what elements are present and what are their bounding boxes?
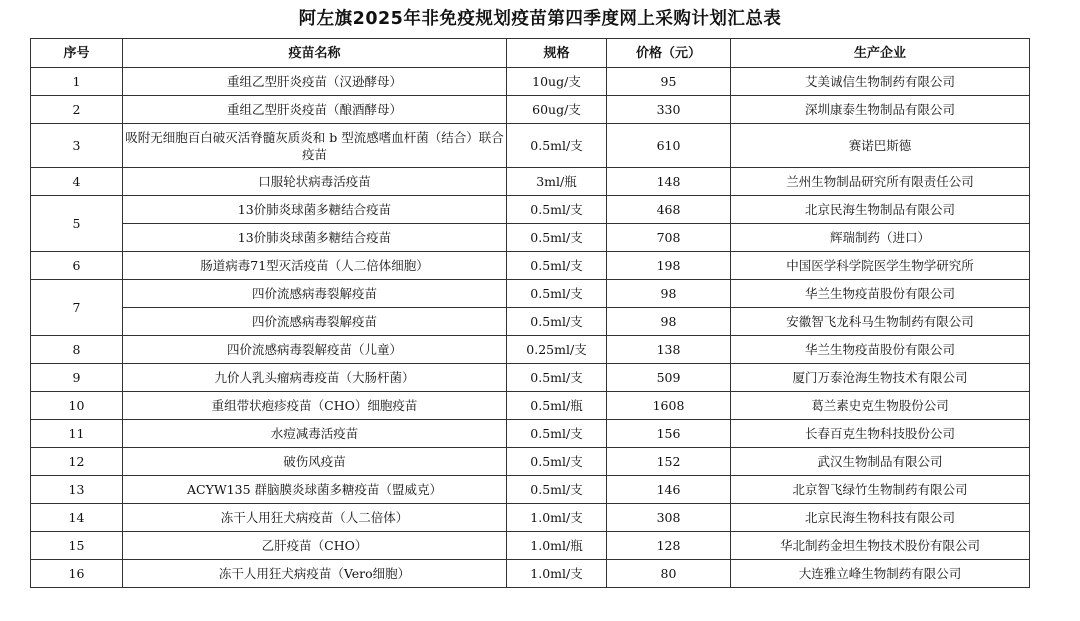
cell-price: 146 (607, 476, 731, 504)
cell-price: 509 (607, 364, 731, 392)
cell-price: 308 (607, 504, 731, 532)
cell-maker: 大连雅立峰生物制药有限公司 (731, 560, 1030, 588)
cell-spec: 0.5ml/支 (507, 252, 607, 280)
cell-name: 口服轮状病毒活疫苗 (123, 168, 507, 196)
cell-no: 7 (31, 280, 123, 336)
cell-name: 冻干人用狂犬病疫苗（人二倍体） (123, 504, 507, 532)
table-row (31, 364, 1030, 392)
cell-maker: 长春百克生物科技股份公司 (731, 420, 1030, 448)
header-no: 序号 (31, 39, 123, 68)
cell-maker: 深圳康泰生物制品有限公司 (731, 96, 1030, 124)
cell-no: 5 (31, 196, 123, 252)
table-row (31, 308, 1030, 336)
cell-name: 重组乙型肝炎疫苗（酿酒酵母） (123, 96, 507, 124)
cell-price: 98 (607, 280, 731, 308)
cell-no: 1 (31, 68, 123, 96)
cell-no: 11 (31, 420, 123, 448)
cell-spec: 0.5ml/支 (507, 196, 607, 224)
cell-maker: 艾美诚信生物制药有限公司 (731, 68, 1030, 96)
table-row (31, 504, 1030, 532)
cell-spec: 1.0ml/瓶 (507, 532, 607, 560)
header-spec: 规格 (507, 39, 607, 68)
cell-maker: 华北制药金坦生物技术股份有限公司 (731, 532, 1030, 560)
cell-spec: 0.5ml/支 (507, 420, 607, 448)
cell-no: 16 (31, 560, 123, 588)
table-row (31, 420, 1030, 448)
cell-maker: 北京民海生物制品有限公司 (731, 196, 1030, 224)
cell-price: 98 (607, 308, 731, 336)
cell-price: 95 (607, 68, 731, 96)
cell-name: 13价肺炎球菌多糖结合疫苗 (123, 224, 507, 252)
cell-name: 重组带状疱疹疫苗（CHO）细胞疫苗 (123, 392, 507, 420)
cell-spec: 0.25ml/支 (507, 336, 607, 364)
table-row (31, 168, 1030, 196)
cell-spec: 3ml/瓶 (507, 168, 607, 196)
cell-spec: 60ug/支 (507, 96, 607, 124)
cell-name: 四价流感病毒裂解疫苗 (123, 280, 507, 308)
table-row (31, 224, 1030, 252)
procurement-table (30, 38, 1030, 588)
table-row (31, 196, 1030, 224)
cell-no: 8 (31, 336, 123, 364)
cell-name: 四价流感病毒裂解疫苗 (123, 308, 507, 336)
cell-maker: 辉瑞制药（进口） (731, 224, 1030, 252)
cell-name: 四价流感病毒裂解疫苗（儿童） (123, 336, 507, 364)
cell-maker: 兰州生物制品研究所有限责任公司 (731, 168, 1030, 196)
table-row (31, 96, 1030, 124)
cell-no: 2 (31, 96, 123, 124)
cell-name: 吸附无细胞百白破灭活脊髓灰质炎和 b 型流感嗜血杆菌（结合）联合疫苗 (123, 124, 507, 168)
table-row (31, 476, 1030, 504)
cell-price: 128 (607, 532, 731, 560)
cell-name: 破伤风疫苗 (123, 448, 507, 476)
cell-price: 80 (607, 560, 731, 588)
table-row (31, 532, 1030, 560)
cell-spec: 0.5ml/支 (507, 364, 607, 392)
header-price: 价格（元） (607, 39, 731, 68)
cell-name: 乙肝疫苗（CHO） (123, 532, 507, 560)
cell-spec: 1.0ml/支 (507, 504, 607, 532)
cell-spec: 0.5ml/瓶 (507, 392, 607, 420)
cell-price: 1608 (607, 392, 731, 420)
cell-maker: 华兰生物疫苗股份有限公司 (731, 280, 1030, 308)
cell-maker: 北京民海生物科技有限公司 (731, 504, 1030, 532)
header-maker: 生产企业 (731, 39, 1030, 68)
cell-price: 152 (607, 448, 731, 476)
cell-name: 重组乙型肝炎疫苗（汉逊酵母） (123, 68, 507, 96)
cell-no: 9 (31, 364, 123, 392)
table-row (31, 124, 1030, 168)
cell-spec: 0.5ml/支 (507, 224, 607, 252)
cell-spec: 0.5ml/支 (507, 308, 607, 336)
cell-no: 10 (31, 392, 123, 420)
cell-maker: 中国医学科学院医学生物学研究所 (731, 252, 1030, 280)
cell-spec: 10ug/支 (507, 68, 607, 96)
table-row (31, 336, 1030, 364)
cell-price: 198 (607, 252, 731, 280)
cell-maker: 葛兰素史克生物股份公司 (731, 392, 1030, 420)
cell-price: 138 (607, 336, 731, 364)
cell-price: 156 (607, 420, 731, 448)
table-row (31, 392, 1030, 420)
table-row (31, 280, 1030, 308)
table-row (31, 448, 1030, 476)
cell-price: 610 (607, 124, 731, 168)
cell-name: ACYW135 群脑膜炎球菌多糖疫苗（盟威克） (123, 476, 507, 504)
cell-no: 6 (31, 252, 123, 280)
cell-name: 13价肺炎球菌多糖结合疫苗 (123, 196, 507, 224)
cell-name: 水痘减毒活疫苗 (123, 420, 507, 448)
table-row (31, 68, 1030, 96)
cell-price: 148 (607, 168, 731, 196)
table-row (31, 252, 1030, 280)
cell-spec: 0.5ml/支 (507, 124, 607, 168)
cell-no: 13 (31, 476, 123, 504)
cell-no: 3 (31, 124, 123, 168)
cell-maker: 北京智飞绿竹生物制药有限公司 (731, 476, 1030, 504)
cell-maker: 厦门万泰沧海生物技术有限公司 (731, 364, 1030, 392)
cell-spec: 1.0ml/支 (507, 560, 607, 588)
cell-name: 九价人乳头瘤病毒疫苗（大肠杆菌） (123, 364, 507, 392)
cell-no: 4 (31, 168, 123, 196)
cell-name: 肠道病毒71型灭活疫苗（人二倍体细胞） (123, 252, 507, 280)
cell-price: 330 (607, 96, 731, 124)
header-name: 疫苗名称 (123, 39, 507, 68)
cell-maker: 华兰生物疫苗股份有限公司 (731, 336, 1030, 364)
cell-price: 468 (607, 196, 731, 224)
cell-no: 15 (31, 532, 123, 560)
cell-spec: 0.5ml/支 (507, 448, 607, 476)
cell-spec: 0.5ml/支 (507, 476, 607, 504)
cell-no: 14 (31, 504, 123, 532)
header-row (31, 39, 1030, 68)
cell-maker: 武汉生物制品有限公司 (731, 448, 1030, 476)
cell-name: 冻干人用狂犬病疫苗（Vero细胞） (123, 560, 507, 588)
cell-spec: 0.5ml/支 (507, 280, 607, 308)
cell-no: 12 (31, 448, 123, 476)
cell-price: 708 (607, 224, 731, 252)
document-title: 阿左旗2025年非免疫规划疫苗第四季度网上采购计划汇总表 (298, 9, 782, 29)
cell-maker: 赛诺巴斯德 (731, 124, 1030, 168)
table-row (31, 560, 1030, 588)
cell-maker: 安徽智飞龙科马生物制药有限公司 (731, 308, 1030, 336)
